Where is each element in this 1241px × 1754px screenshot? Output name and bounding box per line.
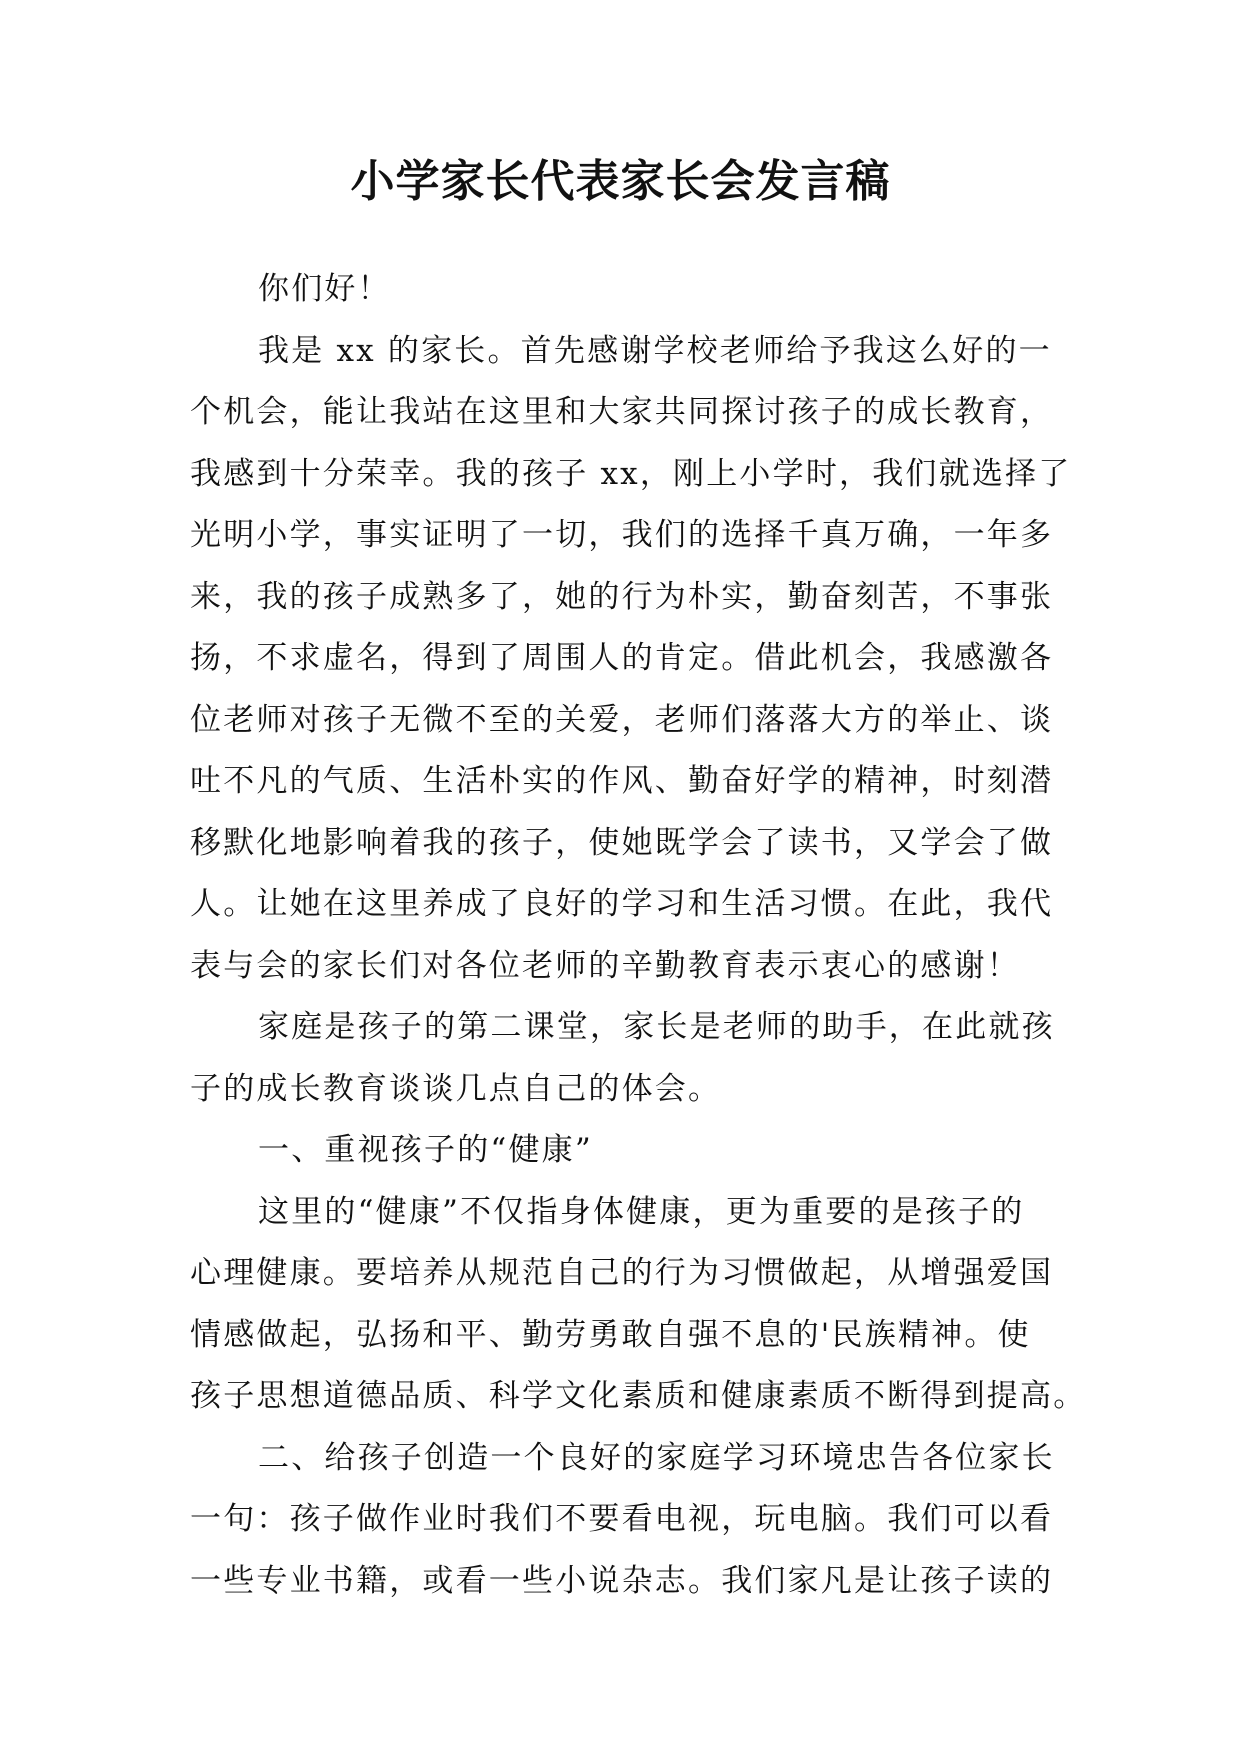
text-line: 人。让她在这里养成了良好的学习和生活习惯。在此，我代	[190, 886, 1054, 922]
text-line: 家庭是孩子的第二课堂，家长是老师的助手，在此就孩	[258, 1009, 1055, 1045]
text-line: 我感到十分荣幸。我的孩子 xx，刚上小学时，我们就选择了	[190, 455, 1072, 492]
text-line: 一句：孩子做作业时我们不要看电视，玩电脑。我们可以看	[190, 1501, 1054, 1537]
text-line: 你们好！	[258, 271, 391, 307]
document-body	[190, 259, 1087, 1612]
text-line: 孩子思想道德品质、科学文化素质和健康素质不断得到提高。	[190, 1378, 1087, 1414]
text-line: 情感做起，弘扬和平、勤劳勇敢自强不息的'民族精神。使	[190, 1316, 1031, 1353]
text-line: 二、给孩子创造一个良好的家庭学习环境忠告各位家长	[258, 1439, 1055, 1476]
text-line: 扬，不求虚名，得到了周围人的肯定。借此机会，我感激各	[190, 640, 1054, 676]
text-line: 子的成长教育谈谈几点自己的体会。	[190, 1070, 722, 1107]
text-line: 位老师对孩子无微不至的关爱，老师们落落大方的举止、谈	[190, 701, 1054, 738]
text-line: 移默化地影响着我的孩子，使她既学会了读书，又学会了做	[190, 824, 1054, 861]
text-line: 来，我的孩子成熟多了，她的行为朴实，勤奋刻苦，不事张	[190, 578, 1054, 615]
document-title: 小学家长代表家长会发言稿	[350, 156, 891, 207]
text-line: 表与会的家长们对各位老师的辛勤教育表示衷心的感谢！	[190, 947, 1020, 984]
text-line: 吐不凡的气质、生活朴实的作风、勤奋好学的精神，时刻潜	[190, 763, 1054, 799]
text-line: 一些专业书籍，或看一些小说杂志。我们家凡是让孩子读的	[190, 1562, 1054, 1599]
text-line: 光明小学，事实证明了一切，我们的选择千真万确，一年多	[190, 517, 1054, 553]
text-line: 我是 xx 的家长。首先感谢学校老师给予我这么好的一	[258, 332, 1052, 369]
text-line: 心理健康。要培养从规范自己的行为习惯做起，从增强爱国	[190, 1255, 1054, 1291]
text-line: 个机会，能让我站在这里和大家共同探讨孩子的成长教育，	[190, 394, 1054, 430]
text-line: 这里的“健康”不仅指身体健康，更为重要的是孩子的	[258, 1193, 1025, 1230]
text-line: 一、重视孩子的“健康”	[258, 1132, 593, 1168]
